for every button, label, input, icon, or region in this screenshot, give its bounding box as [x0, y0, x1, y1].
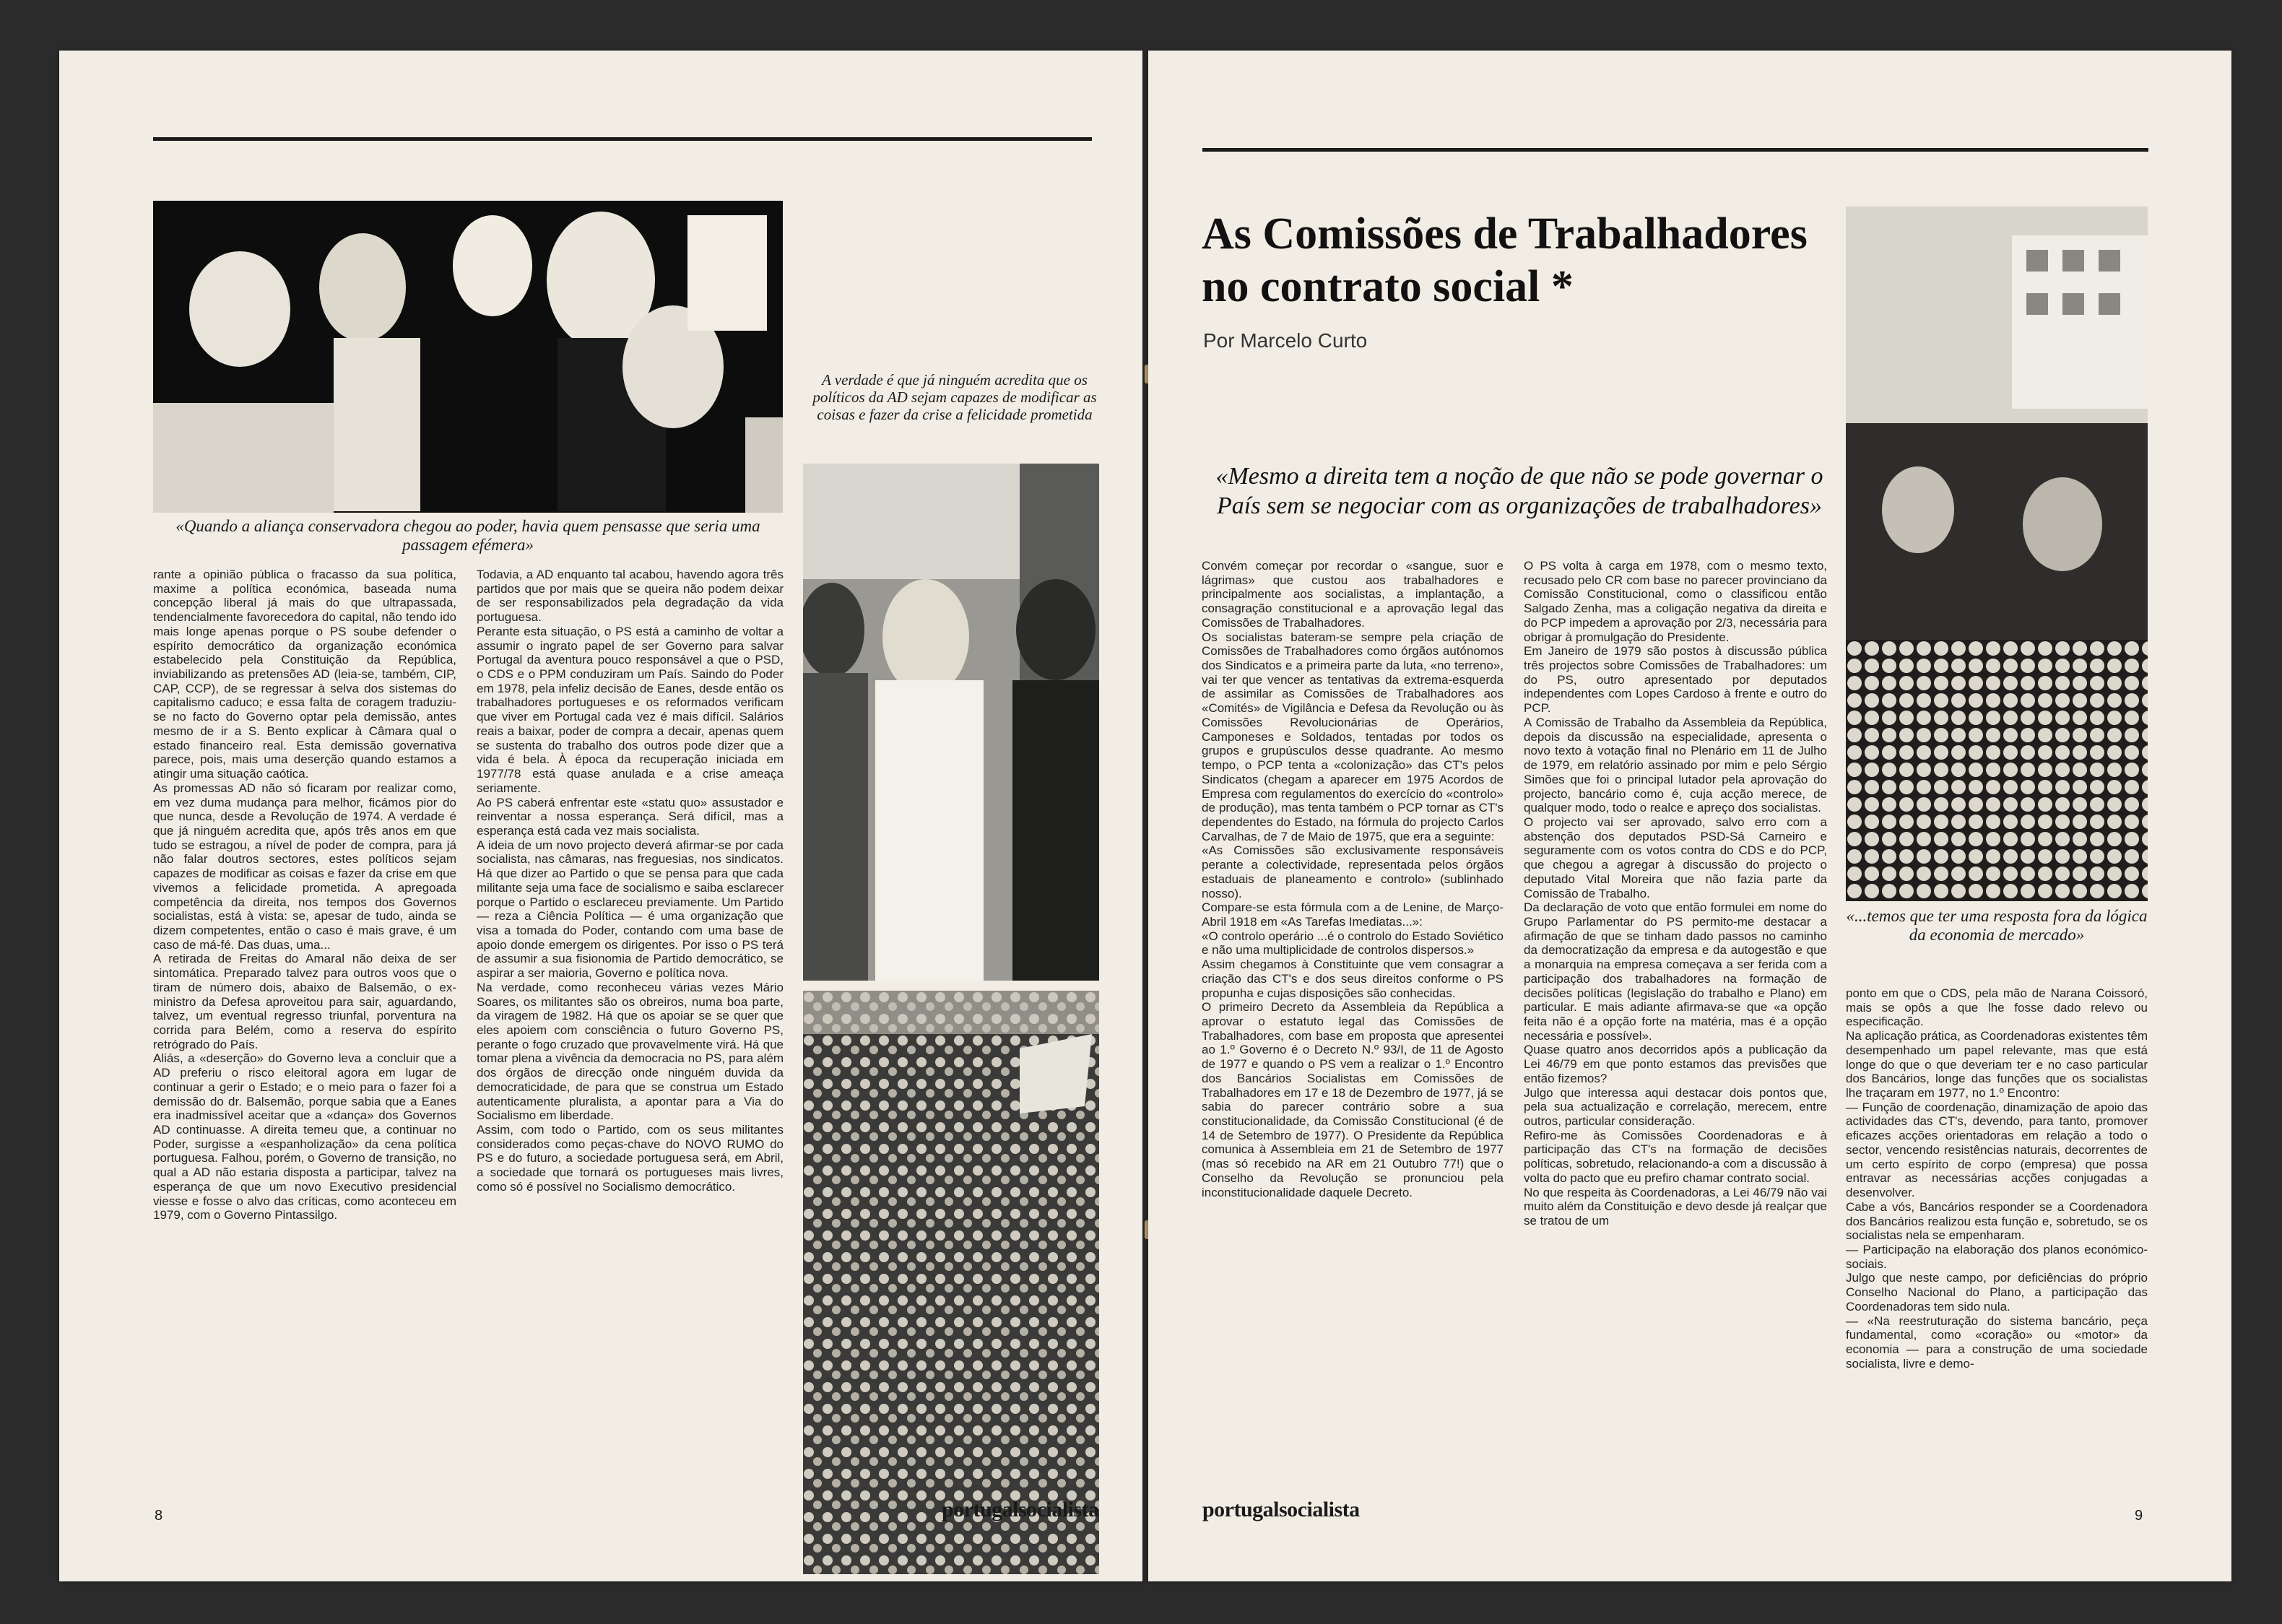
page-number: 8: [155, 1508, 163, 1524]
article-byline: Por Marcelo Curto: [1203, 329, 1368, 352]
photo-market-caption: «...temos que ter uma resposta fora da lógica da economia de mercado»: [1846, 907, 2148, 945]
photo-crowd: [803, 991, 1099, 1574]
top-rule: [153, 137, 1092, 141]
article-title: As Comissões de Trabalhadores no contrato social *: [1202, 209, 1808, 312]
left-page: [59, 51, 1142, 1581]
left-column-1: rante a opinião pública o fracasso da sua política, maxime a política económica, baseada numa concepção liberal já mais do que ultrapassada, tendencialmente favorecedora do capital, não tendo ido mais longe apenas porque o PS soube defender o espírito democrático da organização económica estabelecido pela Constituição da República, inviabilizando as pretensões AD (leia-se, também, CIP, CAP, CCP), de se regressar à selva dos sistemas do capitalismo caduco; e essa falta de coragem traduziu-se no facto do Governo optar pela demissão, antes mesmo de ir a S. Bento explicar à Câmara qual o estado financeiro real. Esta demissão governativa parece, pois, mais uma deserção quando estamos a atingir uma situação caótica. As promessas AD não só ficaram por realizar como, em vez duma mudança para melhor, ficámos pior do que nunca, desde a Revolução de 1974. A verdade é que já ninguém acredita que, após três anos em que tudo se estragou, a nível de poder de compra, para já não falar doutros sectores, estes políticos sejam capazes de modificar as coisas e fazer da crise em que vivemos a felicidade prometida. A apregoada competência da direita, nos tempos dos Governos socialistas, está à vista: se, apesar de tudo, ainda se dizem competentes, então o caso é mais grave, é um caso de má-fé. Das duas, uma... A retirada de Freitas do Amaral não deixa de ser sintomática. Preparado talvez para outros voos que o tiram de número dois, abaixo de Balsemão, o ex-ministro da Defesa aproveitou para sair, aguardando, talvez, um eventual regresso triunfal, porventura na corrida para Belém, como a reserva do espírito retrógrado do País. Aliás, a «deserção» do Governo leva a concluir que a AD preferiu o risco eleitoral agora em lugar de continuar a gerir o Estado; e o meio para o fazer foi a demissão do dr. Balsemão, porque sabia que a Eanes era inadmissível aceitar que a «dança» dos Governos AD continuasse. A direita temeu que, a continuar no Poder, surgisse a «espanholização» da cena política portuguesa. Falhou, porém, o Governo de transição, no qual a AD não estaria disposta a participar, talvez na esperança de que um novo Executivo presidencial viesse e fosse o alvo das críticas, como aconteceu em 1979, com o Governo Pintassilgo.: [153, 568, 456, 1223]
top-rule: [1202, 148, 2148, 152]
footer-logo: portugalsocialista: [942, 1498, 1099, 1521]
right-column-2: O PS volta à carga em 1978, com o mesmo texto, recusado pelo CR com base no parecer provinciano da Comissão Constitucional, como o classificou então Salgado Zenha, mas a coligação negativa da direita e do PCP impedem a aprovação por 2/3, necessária para obrigar à promulgação do Presidente. Em Janeiro de 1979 são postos à discussão pública três projectos sobre Comissões de Trabalhadores: um do PS, outro apresentado por deputados independentes com Lopes Cardoso à frente e outro do PCP. A Comissão de Trabalho da Assembleia da República, depois da discussão na especialidade, apresenta o novo texto à votação final no Plenário em 11 de Julho de 1979, em relatório assinado por mim e pelo Sérgio Simões que foi o principal lutador pela aprovação do projecto, bancário como é, cuja acção merece, de qualquer modo, todo o realce e apreço dos socialistas. O projecto vai ser aprovado, salvo erro com a abstenção dos deputados PSD-Sá Carneiro e seguramente com os votos contra do CDS e do PCP, que chegou a agregar à discussão do projecto o deputado Vital Moreira que não fazia parte da Comissão de Trabalho. Da declaração de voto que então formulei em nome do Grupo Parlamentar do PS permito-me destacar a afirmação de que se tinham dado passos no caminho da democratização da empresa e da autogestão e que a monarquia na empresa começava a ser ferida com a participação dos trabalhadores na formação de decisões políticas (legislação do trabalho e Plano) em particular. E mais adiante afirmava-se que «a opção feita não é a opção forte na matéria, mas é a opção necessária e possível». Quase quatro anos decorridos após a publicação da Lei 46/79 em que ponto estamos das previsões que então fizemos? Julgo que interessa aqui destacar dois pontos que, pela sua actualização e correlação, merecem, entre outros, particular consideração. Refiro-me às Comissões Coordenadoras e à participação das CT's na formação de decisões políticas, sobretudo, relacionando-a com a discussão à volta do pacto que eu prefiro chamar contrato social. No que respeita às Coordenadoras, a Lei 46/79 não vai muito além da Constituição e devo desde já realçar que se tratou de um: [1524, 559, 1827, 1228]
right-column-3: ponto em que o CDS, pela mão de Narana Coissoró, mais se opôs a que lhe fosse dado relevo ou especificação. Na aplicação prática, as Coordenadoras existentes têm desempenhado um papel relevante, mas que está longe do que o que deveriam ter e no caso particular dos Bancários, longe das funções que os socialistas lhe traçaram em 1977, no 1.º Encontro: — Função de coordenação, dinamização de apoio das actividades das CT's, devendo, para tanto, promover eficazes acções orientadoras em relação a todo o sector, vencendo resistências naturais, decorrentes de um certo espírito de corpo (empresa) que possa entravar as necessárias acções conjugadas a desenvolver. Cabe a vós, Bancários responder se a Coordenadora dos Bancários realizou esta função e, sobretudo, se os socialistas nela se empenharam. — Participação na elaboração dos planos económico-sociais. Julgo que neste campo, por deficiências do próprio Conselho Nacional do Plano, a participação das Coordenadoras tem sido nula. — «Na reestruturação do sistema bancário, peça fundamental, como «coração» ou «motor» da economia — para a construção de uma sociedade socialista, livre e demo-: [1846, 986, 2148, 1371]
right-column-1: Convém começar por recordar o «sangue, suor e lágrimas» que custou aos trabalhadores e principalmente aos socialistas, a implantação, a consagração constitucional e a aprovação legal das Comissões de Trabalhadores. Os socialistas bateram-se sempre pela criação de Comissões de Trabalhadores como órgãos autónomos dos Sindicatos e a primeira parte da luta, «no terreno», vai ter que vencer as tentativas da extrema-esquerda de assimilar as Comissões de Trabalhadores aos «Comités» de Vigilância e Defesa da Revolução ou às Comissões Revolucionárias de Operários, Camponeses e Soldados, tentadas por todos os grupos e grupúsculos desse quadrante. Ao mesmo tempo, o PCP tenta a «colonização» das CT's pelos Sindicatos (chegam a aparecer em 1975 Acordos de Empresa com regulamentos do exercício do «controlo» de produção), mas tenta também o PCP tornar as CT's dependentes do Estado, na fórmula do projecto Carlos Carvalhas, de 7 de Maio de 1975, que era a seguinte: «As Comissões são exclusivamente responsáveis perante a colectividade, representada pelos órgãos estaduais de planeamento e controlo» (sublinhado nosso). Compare-se esta fórmula com a de Lenine, de Março-Abril 1918 em «As Tarefas Imediatas...»: «O controlo operário ...é o controlo do Estado Soviético e não uma multiplicidade de controlos dispersos.» Assim chegamos à Constituinte que vem consagrar a criação das CT's e dos seus direitos conforme o PS propunha e cujas disposições são conhecidas. O primeiro Decreto da Assembleia da República a aprovar o estatuto legal das Comissões de Trabalhadores, com base em proposta que apresentei ao 1.º Governo é o Decreto N.º 93/I, de 11 de Agosto de 1977 e quando o PS vem a realizar o 1.º Encontro dos Bancários Socialistas em Comissões de Trabalhadores em 17 e 18 de Dezembro de 1977, já se sabia do parecer contrário sobre a sua constitucionalidade, da Comissão Constitucional (é de 14 de Setembro de 1977). O Presidente da República comunica à Assembleia em 21 de Setembro de 1977 (mas só recebido na AR em 21 Outubro 77!) que o Conselho da Revolução se pronunciou pela inconstitucionalidade daquele Decreto.: [1202, 559, 1504, 1199]
photo-market-demonstration: [1846, 207, 2148, 901]
page-number: 9: [2135, 1508, 2143, 1524]
right-page: [1148, 51, 2231, 1581]
pull-quote: «Mesmo a direita tem a noção de que não se pode governar o País sem se negociar com as organizações de trabalhadores»: [1215, 463, 1823, 519]
photo-politicians-caption: «Quando a aliança conservadora chegou ao poder, havia quem pensasse que seria uma passagem efémera»: [175, 517, 760, 555]
photo-young-people: [803, 464, 1099, 981]
photo-politicians: [153, 201, 783, 513]
photo-crowd-caption: A verdade é que já ninguém acredita que os políticos da AD sejam capazes de modificar as coisas e fazer da crise a felicidade prometida: [812, 371, 1097, 424]
left-column-2: Todavia, a AD enquanto tal acabou, havendo agora três partidos que por mais que se queira não podem deixar de ser responsabilizados pela degradação da vida portuguesa. Perante esta situação, o PS está a caminho de voltar a assumir o ingrato papel de ser Governo para salvar Portugal da aventura pouco responsável a que o PSD, o CDS e o PPM conduziram um País. Saindo do Poder em 1978, pela infeliz decisão de Eanes, desde então os trabalhadores portugueses e os reformados verificam que viver em Portugal cada vez é mais difícil. Salários reais a baixar, poder de compra a decair, apenas quem se sustenta do trabalho dos outros pode dizer que a vida é bela. À época da recuperação iniciada em 1977/78 está quase anulada e a crise ameaça seriamente. Ao PS caberá enfrentar este «statu quo» assustador e reinventar a nossa esperança. Será difícil, mas a esperança está cada vez mais socialista. A ideia de um novo projecto deverá afirmar-se por cada socialista, nas câmaras, nas freguesias, nos sindicatos. Há que dizer ao Partido o que se pensa para que cada militante seja uma face de socialismo e saiba esclarecer porque o Partido o esclareceu previamente. Um Partido — reza a Ciência Política — é uma organização que visa a tomada do Poder, contando com uma base de apoio donde emergem os dirigentes. Por isso o PS terá de assumir a sua fisionomia de Partido democrático, se aspirar a ser maioria, Governo e política nova. Na verdade, como reconheceu várias vezes Mário Soares, os militantes são os obreiros, numa boa parte, da viragem de 1982. Há que os apoiar se se quer que eles apoiem com consciência o futuro Governo PS, perante o fogo cruzado que provavelmente virá. Há que tomar plena a vivência da democracia no PS, para além dos órgãos de direcção onde ninguém duvida da democraticidade, de para que se construa um Estado autenticamente pluralista, a apontar para a Via do Socialismo em liberdade. Assim, com todo o Partido, com os seus militantes considerados como peças-chave do NOVO RUMO do PS e do futuro, a sociedade portuguesa será, em Abril, a sociedade que tornará os portugueses mais livres, como só é possível no Socialismo democrático.: [477, 568, 784, 1194]
footer-logo: portugalsocialista: [1202, 1498, 1360, 1521]
